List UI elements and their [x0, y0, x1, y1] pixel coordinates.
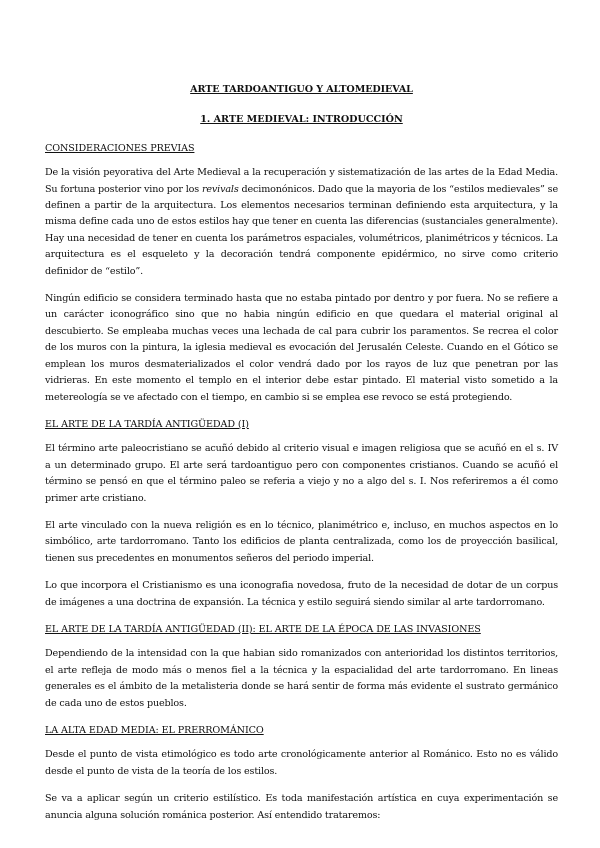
section-heading: CONSIDERACIONES PREVIAS	[45, 142, 195, 154]
document-subtitle: 1. ARTE MEDIEVAL: INTRODUCCIÓN	[200, 114, 403, 126]
paragraph: De la visión peyorativa del Arte Medieval a la recuperación y sistematización de las artes de la Edad Media. Su fortuna posterior vino por los revivals decimonónicos. Dado que la mayoria de los “estilos medievales” se definen a partir de la arquitectura. Los elementos necesarios terminan definiendo esta arquitectura, y la misma define cada uno de estos estilos hay que tener en cuenta las diferencias (sustanciales generalmente). Hay una necesidad de tener en cuenta los parámetros espaciales, volumétricos, planimétricos y técnicos. La arquitectura es el esqueleto y la decoración tendrá componente epidérmico, no sirve como criterio definidor de “estilo”.	[45, 167, 558, 277]
paragraph: Dependiendo de la intensidad con la que habian sido romanizados con anterioridad los distintos territorios, el arte refleja de modo más o menos fiel a la técnica y la espacialidad del arte tardorromano. En lineas generales es el ámbito de la metalisteria donde se hará sentir de forma más evidente el sustrato germánico de cada uno de estos pueblos.	[45, 648, 558, 709]
paragraph: Se va a aplicar según un criterio estilístico. Es toda manifestación artística en cuya experimentación se anuncia alguna solución románica posterior. Así entendido trataremos:	[45, 793, 558, 821]
section-heading: EL ARTE DE LA TARDÍA ANTIGÜEDAD (II): EL ARTE DE LA ÉPOCA DE LAS INVASIONES	[45, 623, 481, 635]
paragraph: Ningún edificio se considera terminado hasta que no estaba pintado por dentro y por fuera. No se refiere a un carácter iconográfico sino que no habia ningún edificio en que quedara el material original al descubierto. Se empleaba muchas veces una lechada de cal para cubrir los paramentos. Se recrea el color de los muros con la pintura, la iglesia medieval es evocación del Jerusalén Celeste. Cuando en el Gótico se emplean los muros desmaterializados el color vendrá dado por los rayos de luz que penetran por las vidrieras. En este momento el templo en el interior debe estar pintado. El material visto sometido a la metereología se ve afectado con el tiempo, en cambio si se emplea ese revoco se está protegiendo.	[45, 293, 558, 403]
emphasis: revivals	[201, 183, 239, 195]
paragraph: Lo que incorpora el Cristianismo es una iconografia novedosa, fruto de la necesidad de dotar de un corpus de imágenes a una doctrina de expansión. La técnica y estilo seguirá siendo similar al arte tardorromano.	[45, 580, 558, 608]
document-title: ARTE TARDOANTIGUO Y ALTOMEDIEVAL	[190, 84, 413, 95]
document-page	[45, 82, 558, 835]
paragraph: Desde el punto de vista etimológico es todo arte cronológicamente anterior al Románico. Esto no es válido desde el punto de vista de la teoría de los estilos.	[45, 749, 558, 777]
paragraph: El arte vinculado con la nueva religión es en lo técnico, planimétrico e, incluso, en muchos aspectos en lo simbólico, arte tardorromano. Tanto los edificios de planta centralizada, como los de proyección basilical, tienen sus precedentes en monumentos señeros del periodo imperial.	[45, 519, 558, 564]
section-heading: LA ALTA EDAD MEDIA: EL PRERROMÁNICO	[45, 725, 264, 736]
section-heading: EL ARTE DE LA TARDÍA ANTIGÜEDAD (I)	[45, 418, 249, 430]
paragraph: El término arte paleocristiano se acuñó debido al criterio visual e imagen religiosa que se acuñó en el s. IV a un determinado grupo. El arte será tardoantiguo pero con componentes cristianos. Cuando se acuñó el término se pensó en que el término paleo se referia a viejo y no a algo del s. I. Nos referiremos a él como primer arte cristiano.	[45, 443, 558, 504]
